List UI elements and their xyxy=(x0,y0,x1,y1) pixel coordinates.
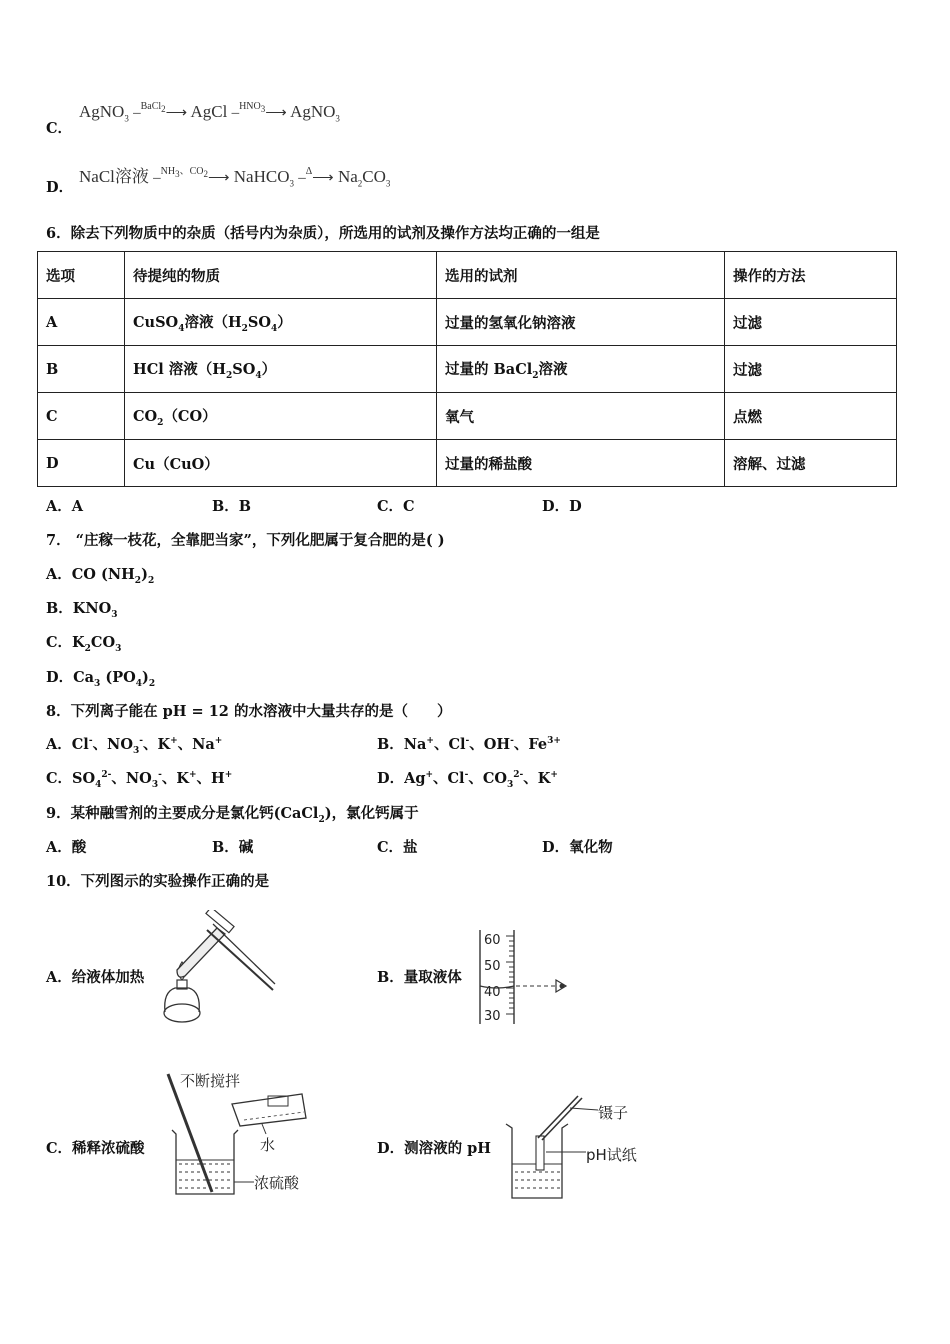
q10-stem: 10．下列图示的实验操作正确的是 xyxy=(46,873,270,890)
label-ph-paper: pH试纸 xyxy=(586,1146,637,1164)
q6-option-d[interactable]: D．D xyxy=(542,498,582,515)
cell-substance: Cu（CuO） xyxy=(125,440,437,487)
q6-option-a[interactable]: A．A xyxy=(46,498,84,515)
fig-dilute-acid xyxy=(162,1068,312,1198)
table-row xyxy=(38,299,897,346)
header-reagent: 选用的试剂 xyxy=(437,252,725,299)
q5-option-d-reaction: NaCl溶液 –$^{NH_3、CO_2}$⟶ NaHCO$_3$ –$^\Delta$⟶ $Na_2CO_3$ xyxy=(79,166,391,189)
header-substance: 待提纯的物质 xyxy=(125,252,437,299)
q6-table xyxy=(37,251,897,487)
table-row xyxy=(38,346,897,393)
q5-option-c-reaction: AgNO$_3$ –$^{BaCl_2}$⟶ AgCl –$^{HNO_3}$⟶ AgNO$_3$ xyxy=(79,101,340,124)
rx-c-middle: AgCl xyxy=(190,102,228,121)
rx-d-reactant: NaCl溶液 xyxy=(79,167,149,186)
q8-option-c[interactable]: C．$SO_4^{2-}$、$NO_3^-$、K+、H+ xyxy=(46,770,233,790)
cell-substance: CuSO$_4$溶液$(H_2SO_4)$ xyxy=(125,299,437,346)
q8-stem: 8．下列离子能在 pH = 12 的水溶液中大量共存的是（ ） xyxy=(46,703,452,720)
label-stir: 不断搅拌 xyxy=(180,1072,241,1090)
q7-option-b[interactable]: B．$KNO_3$ xyxy=(46,600,118,620)
q9-stem: 9．某种融雪剂的主要成分是氯化钙(CaCl$_2$)，氯化钙属于 xyxy=(46,805,419,825)
tick-label: 40 xyxy=(484,985,501,1000)
fig-heating-liquid xyxy=(155,910,280,1030)
table-row xyxy=(38,393,897,440)
cell-reagent: 过量的稀盐酸 xyxy=(437,440,725,487)
table-row xyxy=(38,440,897,487)
q7-option-d[interactable]: D．$Ca_3$ $(PO_4)_2$ xyxy=(46,669,156,689)
q9-option-a[interactable]: A．酸 xyxy=(46,839,87,856)
tick-label: 60 xyxy=(484,933,501,948)
q9-option-b[interactable]: B．碱 xyxy=(212,839,254,856)
fig-measuring-cylinder xyxy=(476,928,576,1028)
cell-method: 溶解、过滤 xyxy=(725,440,897,487)
cell-option: C xyxy=(38,393,125,440)
q5-option-d-label: D． xyxy=(46,179,74,196)
tick-label: 50 xyxy=(484,959,501,974)
header-option: 选项 xyxy=(38,252,125,299)
q5-option-c-label: C． xyxy=(46,120,73,137)
label-tweezers: 镊子 xyxy=(598,1104,629,1122)
cell-substance: $CO_2(CO)$ xyxy=(125,393,437,440)
label-water: 水 xyxy=(260,1136,276,1154)
cell-option: B xyxy=(38,346,125,393)
cell-substance: HCl 溶液$(H_2SO_4)$ xyxy=(125,346,437,393)
rx-c-product: AgNO xyxy=(290,102,336,121)
q6-option-c[interactable]: C．C xyxy=(377,498,415,515)
q10-option-a[interactable]: A．给液体加热 xyxy=(46,969,145,986)
cell-option: D xyxy=(38,440,125,487)
cell-option: A xyxy=(38,299,125,346)
q8-option-d[interactable]: D．Ag+、Cl-、$CO_3^{2-}$、K+ xyxy=(377,770,558,790)
table-header-row xyxy=(38,252,897,299)
q8-option-b[interactable]: B．Na+、Cl-、OH-、$Fe^{3+}$ xyxy=(377,736,561,753)
q6-option-b[interactable]: B．B xyxy=(212,498,252,515)
rx-c-reactant: AgNO xyxy=(79,102,125,121)
cell-method: 过滤 xyxy=(725,346,897,393)
q10-option-b[interactable]: B．量取液体 xyxy=(377,969,462,986)
label-conc-acid: 浓硫酸 xyxy=(254,1174,300,1192)
cell-method: 点燃 xyxy=(725,393,897,440)
q10-option-d[interactable]: D．测溶液的 pH xyxy=(377,1140,491,1157)
q9-option-d[interactable]: D．氧化物 xyxy=(542,839,613,856)
q6-stem: 6．除去下列物质中的杂质（括号内为杂质），所选用的试剂及操作方法均正确的一组是 xyxy=(46,225,600,242)
q9-option-c[interactable]: C．盐 xyxy=(377,839,418,856)
cell-method: 过滤 xyxy=(725,299,897,346)
rx-d-middle: NaHCO xyxy=(233,167,290,186)
q7-option-c[interactable]: C．$K_2CO_3$ xyxy=(46,634,122,654)
rx-d-product: Na xyxy=(337,167,358,186)
cell-reagent: 氧气 xyxy=(437,393,725,440)
fig-measure-ph xyxy=(504,1088,654,1208)
header-method: 操作的方法 xyxy=(725,252,897,299)
q7-option-a[interactable]: A．CO $(NH_2)_2$ xyxy=(46,566,155,586)
q10-option-c[interactable]: C．稀释浓硫酸 xyxy=(46,1140,145,1157)
cell-reagent: 过量的 BaCl$_2$溶液 xyxy=(437,346,725,393)
q7-stem: 7． “庄稼一枝花，全靠肥当家”，下列化肥属于复合肥的是( ) xyxy=(46,532,445,549)
tick-label: 30 xyxy=(484,1009,501,1024)
q8-option-a[interactable]: A．Cl-、$NO_3^-$、K+、Na+ xyxy=(46,736,223,756)
cell-reagent: 过量的氢氧化钠溶液 xyxy=(437,299,725,346)
